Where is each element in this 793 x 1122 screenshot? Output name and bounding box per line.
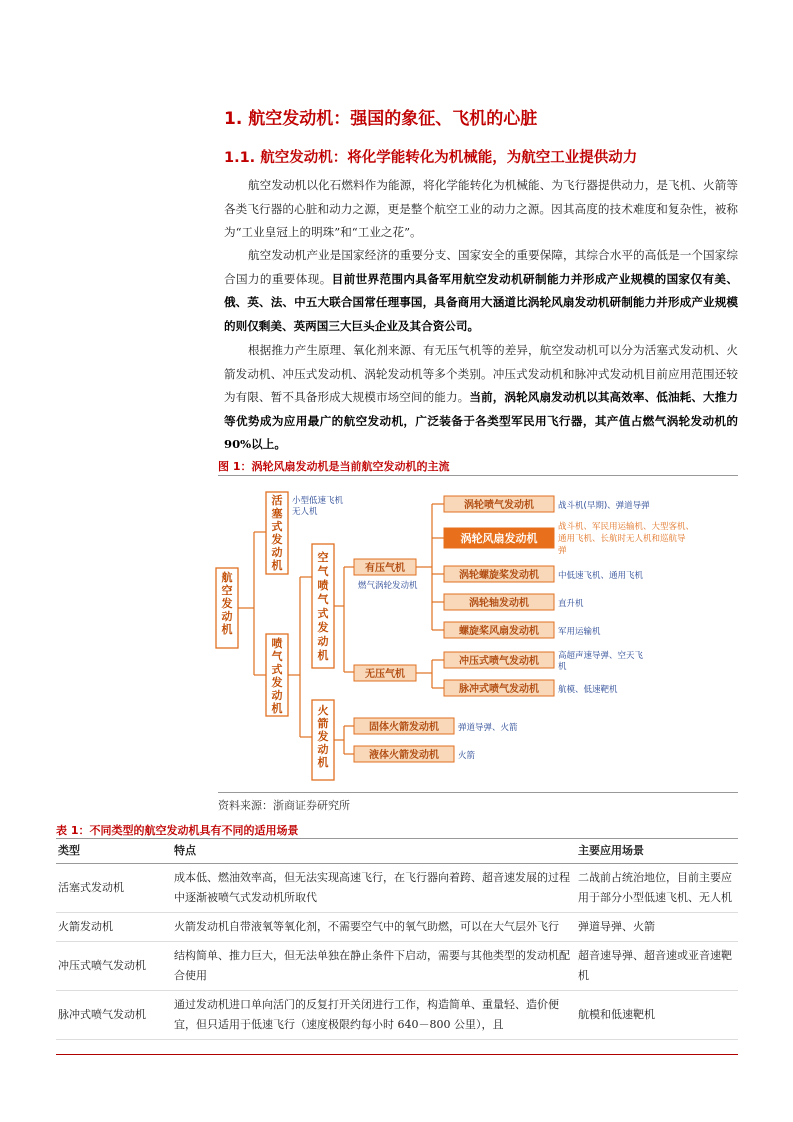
- cell-type: 冲压式喷气发动机: [56, 942, 172, 991]
- turbojet-use: 战斗机(早期)、弹道导弹: [558, 501, 650, 511]
- ramjet-label: 冲压式喷气发动机: [459, 656, 539, 667]
- propfan-use: 军用运输机: [558, 627, 601, 637]
- turboprop-use: 中低速飞机、通用飞机: [558, 571, 644, 581]
- liquid-rocket-label: 液体火箭发动机: [369, 750, 439, 761]
- paragraph-3: [224, 339, 738, 457]
- solid-rocket-label: 固体火箭发动机: [369, 722, 439, 733]
- piston-use-1: 小型低速飞机: [292, 496, 344, 506]
- cell-features: 火箭发动机自带液氧等氧化剂，不需要空气中的氧气助燃，可以在大气层外飞行: [172, 913, 576, 942]
- footer-rule: [56, 1054, 738, 1055]
- figure-bottom-rule: [218, 792, 738, 793]
- cell-applications: 二战前占统治地位，目前主要应用于部分小型低速飞机、无人机: [576, 864, 738, 913]
- figure-top-rule: [218, 475, 738, 476]
- turboprop-label: 涡轮螺旋桨发动机: [459, 570, 539, 581]
- piston-engine-label: 活塞式发动机: [271, 494, 283, 572]
- heading-2: 1.1. 航空发动机：将化学能转化为机械能，为航空工业提供动力: [224, 150, 638, 166]
- paragraph-3-bold: 当前，涡轮风扇发动机以其高效率、低油耗、大推力等优势成为应用最广的航空发动机，广泛装备于各类型军民用飞行器，其产值占燃气涡轮发动机的90%以上。: [224, 390, 738, 452]
- header-type: 类型: [56, 839, 172, 864]
- engine-classification-diagram: [210, 482, 738, 782]
- ramjet-use-1: 高超声速导弹、空天飞: [558, 651, 644, 661]
- table-header-row: [56, 839, 738, 864]
- turbofan-use-1: 战斗机、军民用运输机、大型客机、: [558, 522, 695, 532]
- paragraph-3-normal: 根据推力产生原理、氧化剂来源、有无压气机等的差异，航空发动机可以分为活塞式发动机、火箭发动机、冲压式发动机、涡轮发动机等多个类别。冲压式发动机和脉冲式发动机目前应用范围还较为有限、暂不具备形成大规模市场空间的能力。: [224, 343, 738, 405]
- table-caption: 表 1：不同类型的航空发动机具有不同的适用场景: [56, 824, 299, 837]
- cell-applications: 弹道导弹、火箭: [576, 913, 738, 942]
- paragraph-2-bold: 目前世界范围内具备军用航空发动机研制能力并形成产业规模的国家仅有美、俄、英、法、中五大联合国常任理事国，具备商用大涵道比涡轮风扇发动机研制能力并形成产业规模的则仅剩美、英两国三大巨头企业及其合资公司。: [224, 271, 738, 333]
- cell-features: 结构简单、推力巨大，但无法单独在静止条件下启动，需要与其他类型的发动机配合使用: [172, 942, 576, 991]
- liquid-rocket-use: 火箭: [458, 751, 476, 761]
- header-features: 特点: [172, 839, 576, 864]
- ramjet-use-2: 机: [558, 662, 567, 672]
- jet-engine-label: 喷气式发动机: [271, 637, 283, 715]
- rocket-engine-label: 火箭发动机: [317, 704, 329, 769]
- paragraph-1: 航空发动机以化石燃料作为能源，将化学能转化为机械能、为飞行器提供动力，是飞机、火箭等各类飞行器的心脏和动力之源，更是整个航空工业的动力之源。因其高度的技术难度和复杂性，被称为“工业皇冠上的明珠”和“工业之花”。: [224, 178, 738, 240]
- cell-features: 成本低、燃油效率高，但无法实现高速飞行，在飞行器向着跨、超音速发展的过程中逐渐被喷气式发动机所取代: [172, 864, 576, 913]
- solid-rocket-use: 弹道导弹、火箭: [458, 723, 518, 733]
- turbofan-use-3: 弹: [558, 546, 567, 556]
- piston-use-2: 无人机: [292, 507, 318, 517]
- table-row: [56, 913, 738, 942]
- cell-applications: 航模和低速靶机: [576, 991, 738, 1040]
- no-compressor-label: 无压气机: [365, 669, 405, 680]
- turboshaft-label: 涡轮轴发动机: [469, 598, 529, 609]
- heading-1: 1. 航空发动机：强国的象征、飞机的心脏: [224, 109, 538, 129]
- table-row: [56, 864, 738, 913]
- turbojet-label: 涡轮喷气发动机: [464, 500, 534, 511]
- cell-type: 火箭发动机: [56, 913, 172, 942]
- cell-applications: 超音速导弹、超音速或亚音速靶机: [576, 942, 738, 991]
- with-compressor-label: 有压气机: [365, 563, 405, 574]
- root-label: 航空发动机: [221, 571, 233, 636]
- pulsejet-label: 脉冲式喷气发动机: [459, 684, 539, 695]
- source-note: 资料来源：浙商证券研究所: [218, 799, 350, 812]
- engine-types-table: [56, 838, 738, 1040]
- propfan-label: 螺旋桨风扇发动机: [459, 626, 539, 637]
- turboshaft-use: 直升机: [558, 599, 584, 609]
- pulsejet-use: 航模、低速靶机: [558, 685, 618, 695]
- gas-turbine-label: 燃气涡轮发动机: [358, 581, 418, 591]
- cell-type: 活塞式发动机: [56, 864, 172, 913]
- header-applications: 主要应用场景: [576, 839, 738, 864]
- table-row: [56, 942, 738, 991]
- figure-caption: 图 1：涡轮风扇发动机是当前航空发动机的主流: [218, 460, 450, 473]
- paragraph-2: [224, 244, 738, 338]
- paragraph-2-normal: 航空发动机产业是国家经济的重要分支、国家安全的重要保障，其综合水平的高低是一个国家综合国力的重要体现。: [224, 248, 738, 286]
- cell-type: 脉冲式喷气发动机: [56, 991, 172, 1040]
- air-breathing-label: 空气喷气式发动机: [317, 551, 329, 662]
- cell-features: 通过发动机进口单向活门的反复打开关闭进行工作，构造简单、重量轻、造价便宜，但只适用于低速飞行（速度极限约每小时 640－800 公里），且: [172, 991, 576, 1040]
- table-row: [56, 991, 738, 1040]
- turbofan-use-2: 通用飞机、长航时无人机和巡航导: [558, 534, 686, 544]
- turbofan-label: 涡轮风扇发动机: [460, 532, 538, 545]
